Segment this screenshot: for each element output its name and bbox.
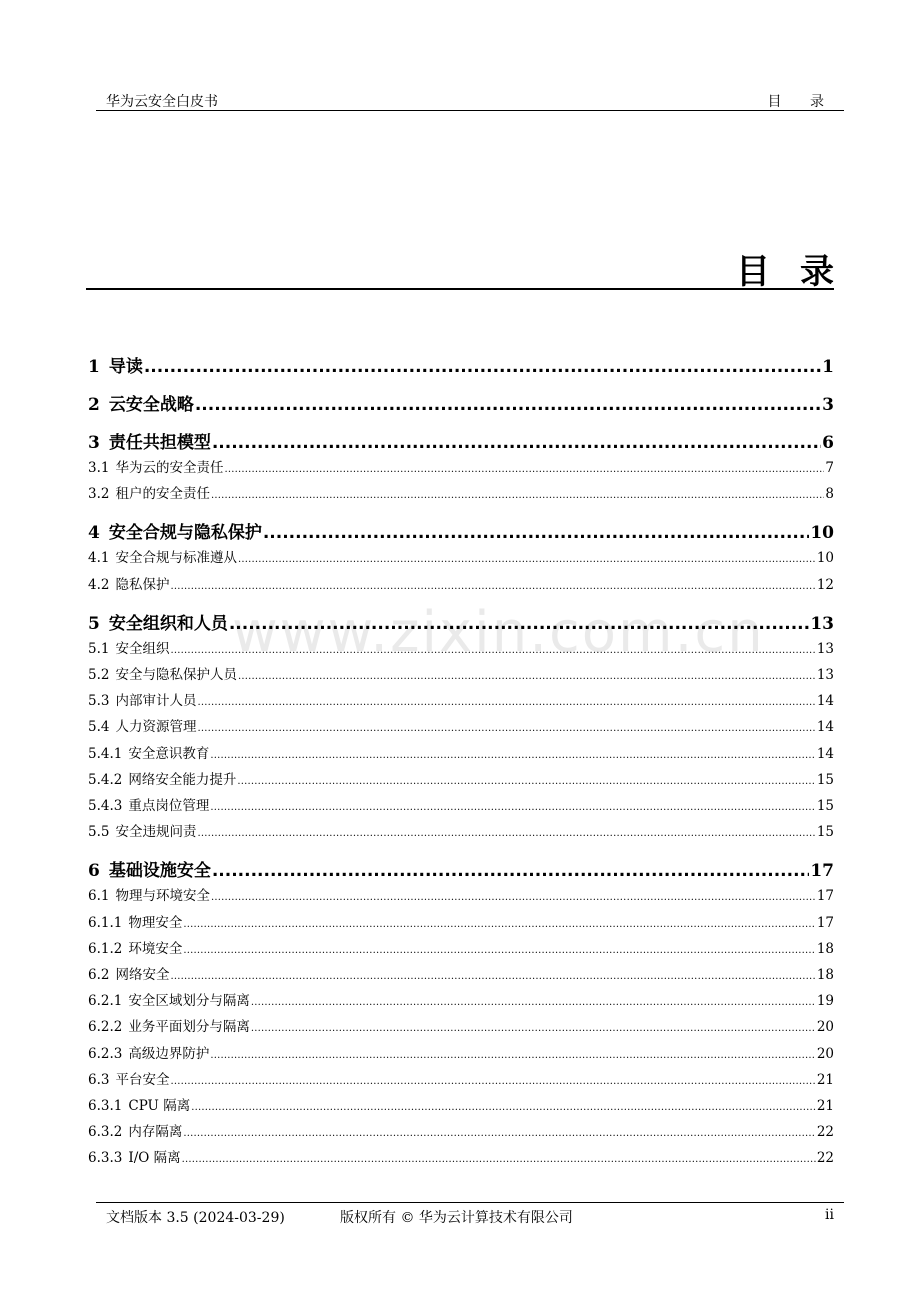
toc-leader-dots bbox=[212, 433, 821, 453]
toc-entry-title: 安全违规问责 bbox=[115, 824, 197, 841]
toc-section-entry[interactable] bbox=[88, 1146, 834, 1166]
toc-entry-label bbox=[88, 856, 211, 881]
toc-section-entry[interactable] bbox=[88, 573, 834, 593]
toc-entry-number: 5.2 bbox=[88, 667, 110, 683]
toc-entry-label bbox=[88, 518, 262, 543]
footer-version: 文档版本 3.5 (2024-03-29) bbox=[106, 1210, 285, 1226]
toc-entry-number: 4.1 bbox=[88, 550, 110, 567]
toc-entry-number: 1 bbox=[88, 357, 100, 377]
toc-section-entry[interactable] bbox=[88, 689, 834, 709]
toc-leader-dots bbox=[197, 723, 815, 734]
toc-entry-number: 5.5 bbox=[88, 824, 110, 841]
toc-entry-label bbox=[88, 1068, 169, 1088]
toc-entry-number: 4 bbox=[88, 523, 100, 544]
toc-section-entry[interactable] bbox=[88, 1068, 834, 1088]
toc-chapter-entry[interactable] bbox=[88, 856, 834, 881]
toc-leader-dots bbox=[183, 945, 815, 956]
toc-entry-number: 5.1 bbox=[88, 640, 110, 657]
toc-entry-page: 18 bbox=[816, 940, 834, 957]
toc-entry-title: 物理安全 bbox=[128, 914, 183, 931]
toc-section-entry[interactable] bbox=[88, 1120, 834, 1140]
toc-entry-page: 20 bbox=[816, 1045, 834, 1062]
toc-entry-number: 6.3.2 bbox=[88, 1124, 123, 1141]
toc-section-entry[interactable] bbox=[88, 820, 834, 840]
toc-entry-number: 5.4.3 bbox=[88, 798, 123, 814]
toc-leader-dots bbox=[197, 697, 815, 708]
toc-heading: 目录 bbox=[736, 252, 864, 292]
toc-entry-label bbox=[88, 663, 237, 683]
toc-section-entry[interactable] bbox=[88, 715, 834, 735]
toc-entry-title: 重点岗位管理 bbox=[128, 798, 210, 814]
toc-chapter-entry[interactable] bbox=[88, 352, 834, 377]
toc-leader-dots bbox=[210, 802, 815, 813]
toc-entry-title: 网络安全 bbox=[115, 967, 170, 983]
watermark: www.zixin.com.cn bbox=[232, 600, 765, 665]
toc-entry-page: 13 bbox=[816, 640, 834, 657]
toc-entry-page: 8 bbox=[825, 486, 834, 503]
toc-entry-label bbox=[88, 428, 211, 453]
toc-entry-label bbox=[88, 794, 209, 814]
footer-page-number: ii bbox=[825, 1207, 834, 1223]
toc-entry-title: 内部审计人员 bbox=[115, 693, 197, 710]
toc-entry-title: 人力资源管理 bbox=[115, 719, 197, 736]
toc-leader-dots bbox=[195, 395, 821, 415]
toc-entry-page: 17 bbox=[810, 861, 834, 882]
toc-entry-label bbox=[88, 637, 169, 657]
toc-section-entry[interactable] bbox=[88, 482, 834, 502]
toc-entry-label bbox=[88, 546, 237, 566]
toc-entry-label bbox=[88, 1042, 209, 1062]
toc-chapter-entry[interactable] bbox=[88, 609, 834, 634]
toc-leader-dots bbox=[211, 892, 816, 903]
toc-entry-label bbox=[88, 937, 182, 957]
toc-section-entry[interactable] bbox=[88, 884, 834, 904]
toc-entry-label bbox=[88, 820, 196, 840]
toc-entry-number: 2 bbox=[88, 395, 100, 415]
toc-entry-number: 6.3.1 bbox=[88, 1098, 123, 1114]
toc-entry-page: 1 bbox=[822, 357, 834, 377]
toc-entry-label bbox=[88, 573, 169, 593]
toc-leader-dots bbox=[238, 671, 816, 682]
toc-leader-dots bbox=[191, 1102, 816, 1113]
toc-entry-title: 导读 bbox=[108, 357, 143, 377]
title-rule bbox=[86, 288, 834, 290]
toc-entry-title: 安全与隐私保护人员 bbox=[115, 667, 237, 683]
toc-entry-title: 业务平面划分与隔离 bbox=[128, 1019, 250, 1036]
toc-entry-page: 21 bbox=[816, 1098, 834, 1114]
toc-leader-dots bbox=[263, 523, 809, 543]
toc-entry-number: 6.3.3 bbox=[88, 1150, 123, 1167]
toc-leader-dots bbox=[210, 1050, 815, 1061]
toc-entry-page: 22 bbox=[816, 1150, 834, 1167]
toc-leader-dots bbox=[212, 861, 809, 881]
toc-entry-label bbox=[88, 1015, 250, 1035]
toc-entry-title: 安全合规与隐私保护 bbox=[108, 523, 262, 544]
toc-entry-title: 安全组织和人员 bbox=[108, 613, 228, 634]
toc-entry-label bbox=[88, 911, 182, 931]
toc-chapter-entry[interactable] bbox=[88, 428, 834, 453]
toc-entry-label bbox=[88, 884, 210, 904]
toc-entry-title: 物理与环境安全 bbox=[115, 888, 210, 905]
toc-leader-dots bbox=[183, 919, 815, 930]
toc-entry-number: 6.1 bbox=[88, 888, 110, 905]
header-doc-title: 华为云安全白皮书 bbox=[106, 94, 218, 110]
toc-entry-title: 平台安全 bbox=[115, 1071, 170, 1088]
toc-leader-dots bbox=[170, 1076, 815, 1087]
toc-entry-label bbox=[88, 963, 169, 983]
toc-leader-dots bbox=[238, 554, 816, 565]
toc-entry-page: 20 bbox=[816, 1019, 834, 1036]
toc-leader-dots bbox=[251, 1023, 816, 1034]
toc-entry-label bbox=[88, 1094, 190, 1114]
header-section: 目 录 bbox=[767, 94, 836, 110]
toc-entry-page: 13 bbox=[816, 667, 834, 683]
toc-entry-page: 21 bbox=[816, 1071, 834, 1088]
toc-section-entry[interactable] bbox=[88, 742, 834, 762]
toc-leader-dots bbox=[237, 776, 815, 787]
toc-entry-number: 5.4.2 bbox=[88, 771, 123, 788]
toc-entry-title: 基础设施安全 bbox=[108, 861, 211, 882]
toc-section-entry[interactable] bbox=[88, 546, 834, 566]
toc-entry-page: 19 bbox=[816, 993, 834, 1010]
toc-entry-page: 6 bbox=[822, 433, 834, 453]
toc-entry-title: I/O 隔离 bbox=[128, 1150, 181, 1167]
toc-entry-page: 18 bbox=[816, 967, 834, 983]
toc-entry-title: 高级边界防护 bbox=[128, 1045, 210, 1062]
toc-entry-number: 5.4.1 bbox=[88, 745, 123, 762]
toc-section-entry[interactable] bbox=[88, 768, 834, 788]
toc-entry-number: 6.3 bbox=[88, 1071, 110, 1088]
toc-chapter-entry[interactable] bbox=[88, 518, 834, 543]
toc-entry-page: 10 bbox=[810, 523, 834, 544]
toc-entry-number: 3.2 bbox=[88, 486, 110, 503]
toc-entry-title: CPU 隔离 bbox=[128, 1098, 191, 1114]
toc-entry-title: 安全区域划分与隔离 bbox=[128, 993, 250, 1010]
toc-leader-dots bbox=[224, 464, 824, 475]
toc-entry-number: 6.2.3 bbox=[88, 1045, 123, 1062]
toc-entry-page: 12 bbox=[816, 576, 834, 593]
toc-entry-number: 6.2 bbox=[88, 967, 110, 983]
toc-leader-dots bbox=[229, 614, 809, 634]
toc-entry-page: 15 bbox=[816, 771, 834, 788]
toc-entry-label bbox=[88, 742, 209, 762]
toc-entry-title: 安全组织 bbox=[115, 640, 170, 657]
toc-entry-title: 环境安全 bbox=[128, 940, 183, 957]
toc-entry-page: 15 bbox=[816, 798, 834, 814]
toc-entry-number: 6.1.1 bbox=[88, 914, 123, 931]
toc-entry-number: 5.3 bbox=[88, 693, 110, 710]
toc-entry-page: 14 bbox=[816, 719, 834, 736]
toc-entry-label bbox=[88, 689, 196, 709]
toc-entry-page: 17 bbox=[816, 888, 834, 905]
toc-entry-page: 14 bbox=[816, 693, 834, 710]
toc-leader-dots bbox=[183, 1128, 815, 1139]
toc-entry-title: 责任共担模型 bbox=[108, 433, 211, 453]
toc-entry-number: 4.2 bbox=[88, 576, 110, 593]
page-footer bbox=[96, 1202, 844, 1226]
toc-section-entry[interactable] bbox=[88, 637, 834, 657]
toc-section-entry[interactable] bbox=[88, 663, 834, 683]
toc-section-entry[interactable] bbox=[88, 989, 834, 1009]
toc-leader-dots bbox=[197, 828, 815, 839]
toc-entry-label bbox=[88, 715, 196, 735]
toc-entry-number: 6.1.2 bbox=[88, 940, 123, 957]
toc-entry-title: 云安全战略 bbox=[108, 395, 194, 415]
toc-entry-label bbox=[88, 352, 143, 377]
toc-entry-page: 14 bbox=[816, 745, 834, 762]
toc-entry-title: 安全合规与标准遵从 bbox=[115, 550, 237, 567]
toc-entry-title: 租户的安全责任 bbox=[115, 486, 210, 503]
toc-leader-dots bbox=[210, 750, 815, 761]
toc-section-entry[interactable] bbox=[88, 911, 834, 931]
toc-entry-label bbox=[88, 456, 223, 476]
toc-entry-number: 3.1 bbox=[88, 460, 110, 476]
page-header bbox=[96, 88, 844, 111]
toc-entry-title: 安全意识教育 bbox=[128, 745, 210, 762]
toc-entry-title: 隐私保护 bbox=[115, 576, 170, 593]
toc-entry-title: 华为云的安全责任 bbox=[115, 460, 224, 476]
toc-leader-dots bbox=[170, 581, 815, 592]
toc-leader-dots bbox=[170, 971, 815, 982]
toc-entry-label bbox=[88, 768, 236, 788]
toc-entry-page: 15 bbox=[816, 824, 834, 841]
toc-entry-number: 6.2.1 bbox=[88, 993, 123, 1010]
toc-leader-dots bbox=[182, 1154, 816, 1165]
toc-entry-number: 6 bbox=[88, 861, 100, 882]
toc-entry-title: 内存隔离 bbox=[128, 1124, 183, 1141]
toc-entry-page: 7 bbox=[825, 460, 834, 476]
toc-section-entry[interactable] bbox=[88, 456, 834, 476]
toc-entry-page: 10 bbox=[816, 550, 834, 567]
toc-entry-number: 6.2.2 bbox=[88, 1019, 123, 1036]
toc-entry-label bbox=[88, 482, 210, 502]
toc-section-entry[interactable] bbox=[88, 937, 834, 957]
toc-entry-title: 网络安全能力提升 bbox=[128, 771, 237, 788]
toc-section-entry[interactable] bbox=[88, 1042, 834, 1062]
toc-section-entry[interactable] bbox=[88, 794, 834, 814]
toc-entry-page: 22 bbox=[816, 1124, 834, 1141]
toc-entry-number: 5.4 bbox=[88, 719, 110, 736]
toc-leader-dots bbox=[144, 357, 821, 377]
toc-entry-label bbox=[88, 1146, 181, 1166]
toc-section-entry[interactable] bbox=[88, 1015, 834, 1035]
toc-entry-number: 5 bbox=[88, 613, 100, 634]
toc-leader-dots bbox=[170, 645, 815, 656]
toc-entry-page: 3 bbox=[822, 395, 834, 415]
toc-leader-dots bbox=[251, 997, 816, 1008]
toc-entry-page: 17 bbox=[816, 914, 834, 931]
toc-entry-page: 13 bbox=[810, 613, 834, 634]
toc-entry-label bbox=[88, 1120, 182, 1140]
toc-section-entry[interactable] bbox=[88, 963, 834, 983]
toc-entry-number: 3 bbox=[88, 433, 100, 453]
toc-leader-dots bbox=[211, 490, 824, 501]
toc-chapter-entry[interactable] bbox=[88, 390, 834, 415]
toc-entry-label bbox=[88, 609, 228, 634]
toc-entry-label bbox=[88, 390, 194, 415]
toc-entry-label bbox=[88, 989, 250, 1009]
footer-copyright: 版权所有 © 华为云计算技术有限公司 bbox=[340, 1210, 573, 1226]
toc-section-entry[interactable] bbox=[88, 1094, 834, 1114]
